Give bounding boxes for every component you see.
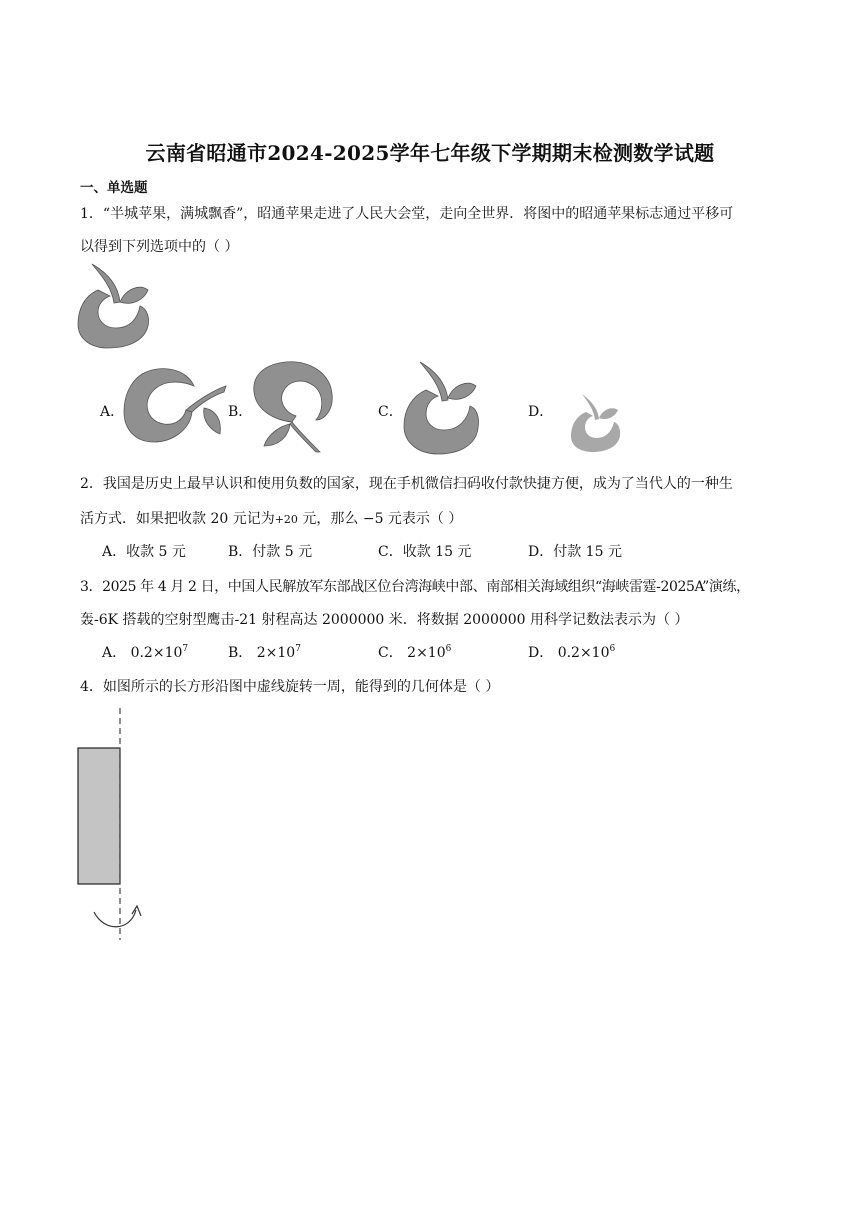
q1-option-c: C． [378,404,403,420]
q1-option-b: B． [228,404,253,420]
q3-option-d: D． $0.2\times 10^6$ [528,644,616,661]
q2-line2 [80,508,462,528]
section-heading: 一、单选题 [80,180,148,196]
rotation-arrow-curve [94,910,136,927]
q2-line1: 2．我国是历史上最早认识和使用负数的国家，现在手机微信扫码收付款快捷方便，成为了当代人的一种生 [80,476,733,492]
q2-option-d: D．付款 15 元 [528,544,622,560]
q2-line2-part-a: 活方式．如果把收款 20 元记为 [80,511,275,527]
q2-option-b: B．付款 5 元 [228,544,313,560]
q4-line1: 4．如图所示的长方形沿图中虚线旋转一周，能得到的几何体是（ ） [80,679,500,695]
q1-option-d: D． [528,404,554,420]
option-a-rotated-apple [120,366,230,452]
option-b-flipped-apple [250,358,336,454]
rotation-rectangle-figure [74,706,154,942]
q1-line2: 以得到下列选项中的（ ） [80,239,239,255]
option-c-translated-apple [400,360,482,456]
q3-option-a: A． $0.2\times 10^7$ [102,644,189,661]
q2-line2-part-b: +20 [274,513,298,526]
q2-option-a: A．收款 5 元 [102,544,186,560]
rectangle [78,748,120,884]
q3-line1: 3．2025 年 4 月 2 日，中国人民解放军东部战区位台湾海峡中部、南部相关海域组织“海峡雷霆-2025A”演练， [80,579,750,595]
page-title: 云南省昭通市2024-2025学年七年级下学期期末检测数学试题 [145,141,715,165]
q3-line2: 轰-6K 搭载的空射型鹰击-21 射程高达 2000000 米．将数据 2000000 用科学记数法表示为（ ） [80,612,689,628]
q2-option-c: C．收款 15 元 [378,544,472,560]
option-d-scaled-apple [568,392,624,452]
q3-option-c: C． $2\times 10^6$ [378,644,452,661]
q3-option-b: B． $2\times 10^7$ [228,644,301,661]
q1-option-a: A． [100,404,125,420]
q2-line2-part-c: 元，那么 −5 元表示（ ） [297,511,463,527]
zhaotong-apple-logo [74,262,154,352]
rotation-arrow-head-icon [132,906,141,916]
q1-line1: 1．“半城苹果，满城飘香”，昭通苹果走进了人民大会堂，走向全世界．将图中的昭通苹果标志通过平移可 [80,206,734,222]
